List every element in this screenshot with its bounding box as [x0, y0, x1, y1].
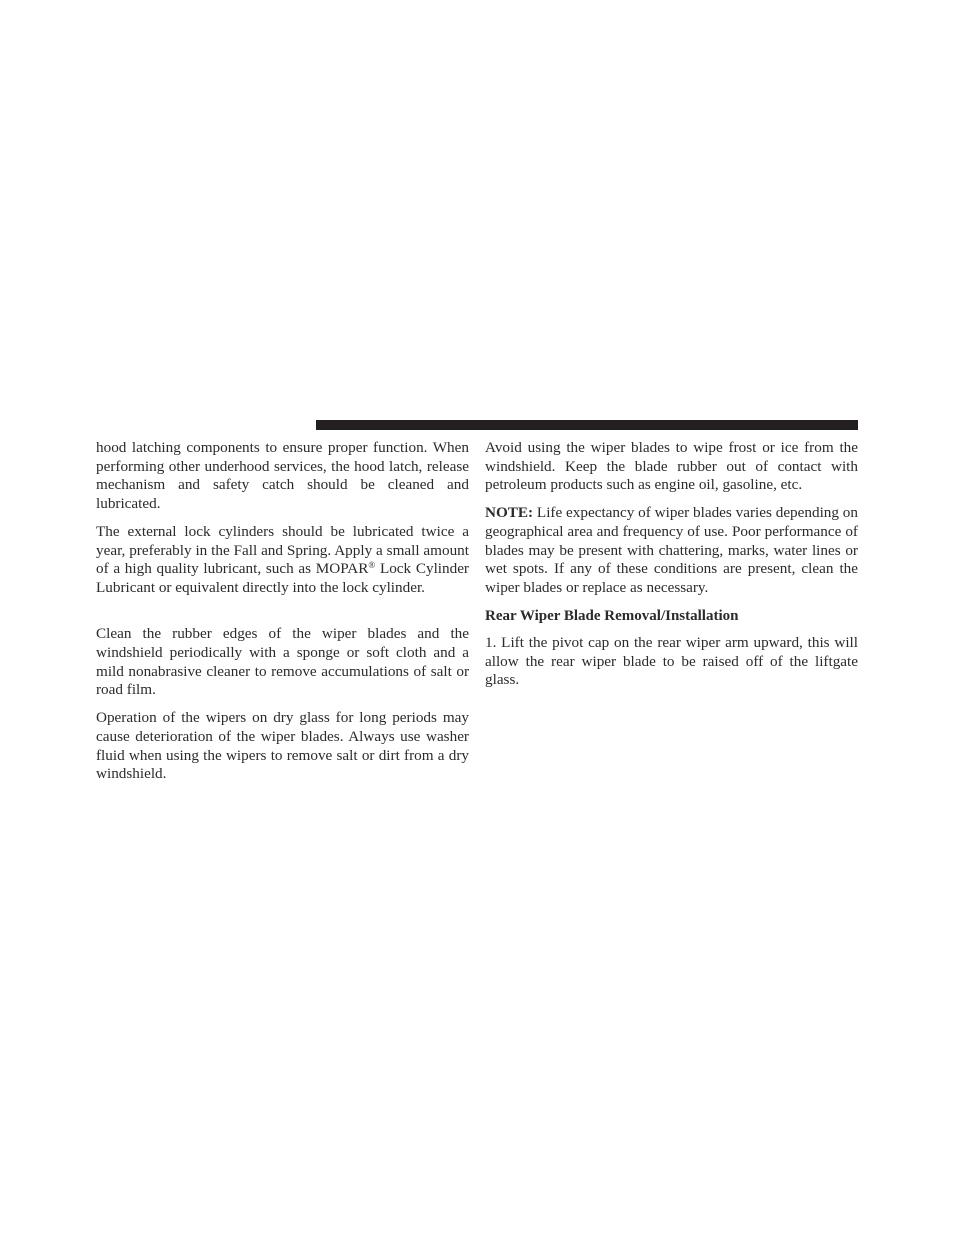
left-column — [96, 439, 469, 793]
lock-cylinders-text-start: The external lock cylinders should be lubricated twice a year, preferably in the Fall and Spring. Apply a small amount of a high quality lubricant, such as MOPAR — [96, 522, 469, 578]
registered-mark: ® — [368, 560, 376, 571]
paragraph-dry-glass-operation: Operation of the wipers on dry glass for long periods may cause deterioration of the wiper blades. Always use washer fluid when using the wipers to remove salt or dirt from a dry windshield. — [96, 709, 469, 783]
note-paragraph — [485, 504, 858, 597]
section-header-bar — [316, 420, 858, 430]
paragraph-avoid-frost: Avoid using the wiper blades to wipe frost or ice from the windshield. Keep the blade rubber out of contact with petroleum products such as engine oil, gasoline, etc. — [485, 439, 858, 494]
note-text: Life expectancy of wiper blades varies depending on geographical area and frequency of use. Poor performance of blades may be present with chattering, marks, water lines or wet spots. If any of these conditions are present, clean the wiper blades or replace as necessary. — [485, 504, 858, 596]
right-column — [485, 439, 858, 699]
section-heading-rear-wiper: Rear Wiper Blade Removal/Installation — [485, 607, 739, 624]
step-1: 1. Lift the pivot cap on the rear wiper arm upward, this will allow the rear wiper blade to be raised off of the liftgate glass. — [485, 633, 858, 689]
lock-cylinders-text-end: Lock Cylinder Lubricant or equivalent directly into the lock cylinder. — [96, 560, 469, 596]
paragraph-clean-wiper-blades: Clean the rubber edges of the wiper blades and the windshield periodically with a sponge or soft cloth and a mild nonabrasive cleaner to remove accumulations of salt or road film. — [96, 625, 469, 699]
note-label: NOTE: — [485, 504, 534, 522]
paragraph-lock-cylinders — [96, 523, 469, 597]
paragraph-hood-latch: hood latching components to ensure proper function. When performing other underhood services, the hood latch, release mechanism and safety catch should be cleaned and lubricated. — [96, 439, 469, 512]
